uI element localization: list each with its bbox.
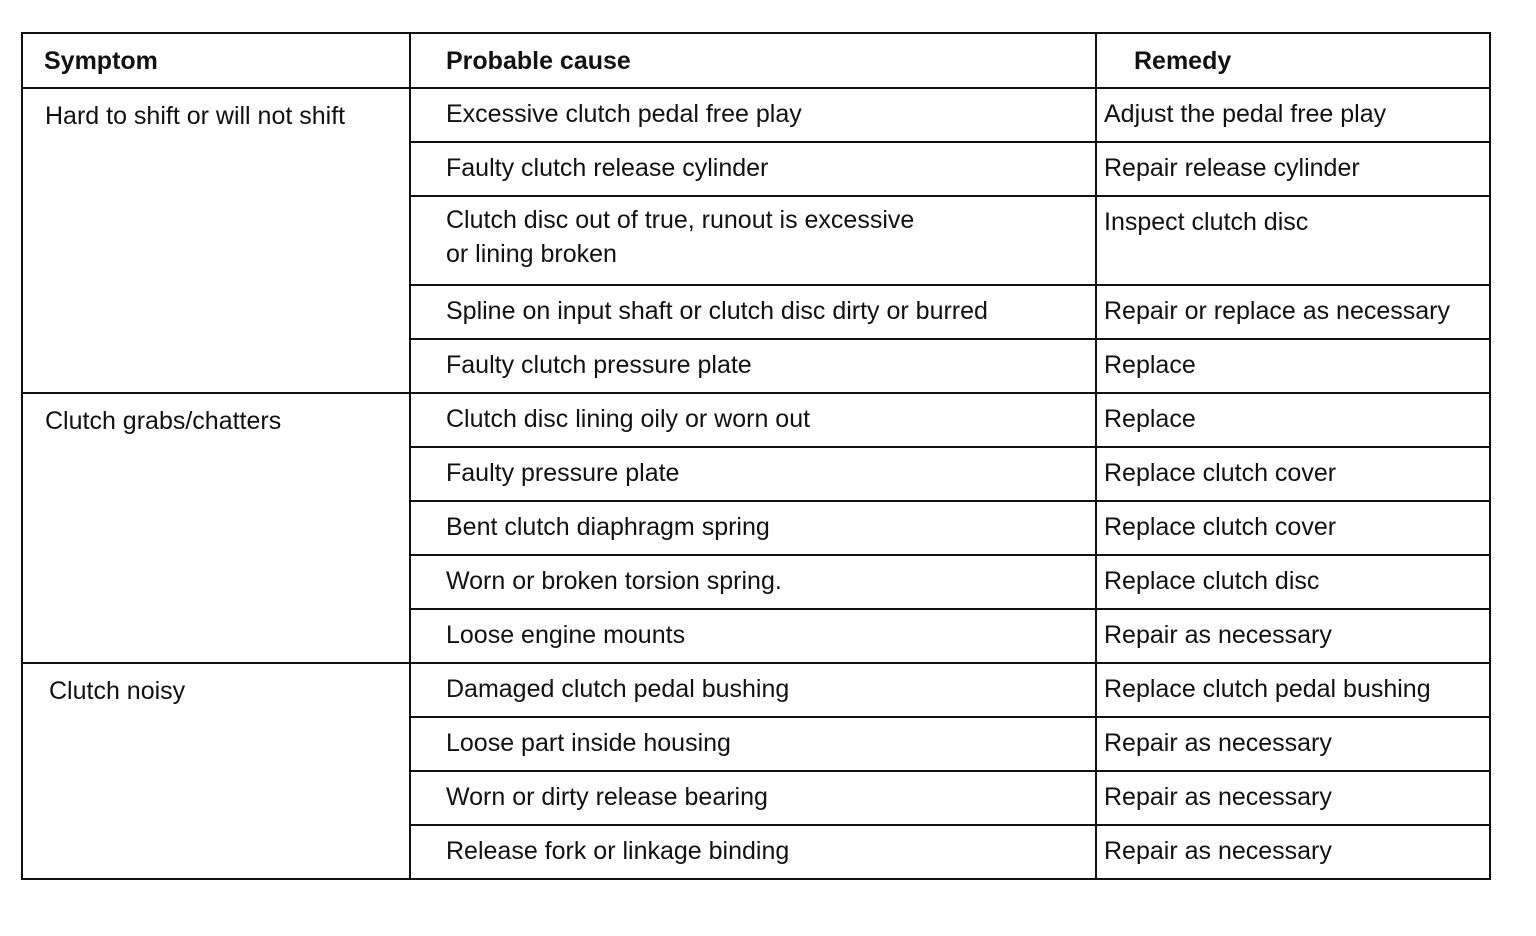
remedy-cell: Replace clutch disc bbox=[1096, 555, 1490, 609]
remedy-cell: Repair as necessary bbox=[1096, 717, 1490, 771]
remedy-cell: Replace bbox=[1096, 393, 1490, 447]
cause-cell: Clutch disc lining oily or worn out bbox=[410, 393, 1096, 447]
cause-cell: Excessive clutch pedal free play bbox=[410, 88, 1096, 142]
remedy-cell: Replace bbox=[1096, 339, 1490, 393]
cause-cell: Loose engine mounts bbox=[410, 609, 1096, 663]
symptom-cell: Hard to shift or will not shift bbox=[22, 88, 410, 393]
cause-line: Clutch disc out of true, runout is excessive bbox=[446, 206, 915, 234]
cause-cell bbox=[410, 196, 1096, 285]
symptom-cell: Clutch noisy bbox=[22, 663, 410, 879]
table-row bbox=[22, 88, 1490, 142]
cause-cell: Faulty pressure plate bbox=[410, 447, 1096, 501]
header-probable-cause: Probable cause bbox=[410, 33, 1096, 88]
cause-cell: Damaged clutch pedal bushing bbox=[410, 663, 1096, 717]
cause-cell: Faulty clutch release cylinder bbox=[410, 142, 1096, 196]
remedy-cell: Repair as necessary bbox=[1096, 609, 1490, 663]
cause-cell: Loose part inside housing bbox=[410, 717, 1096, 771]
remedy-cell: Repair as necessary bbox=[1096, 771, 1490, 825]
header-remedy: Remedy bbox=[1096, 33, 1490, 88]
remedy-cell: Replace clutch pedal bushing bbox=[1096, 663, 1490, 717]
symptom-cell: Clutch grabs/chatters bbox=[22, 393, 410, 663]
remedy-cell: Repair or replace as necessary bbox=[1096, 285, 1490, 339]
cause-cell: Worn or broken torsion spring. bbox=[410, 555, 1096, 609]
cause-line: or lining broken bbox=[446, 240, 617, 268]
remedy-cell: Adjust the pedal free play bbox=[1096, 88, 1490, 142]
remedy-cell: Repair release cylinder bbox=[1096, 142, 1490, 196]
table-row bbox=[22, 663, 1490, 717]
cause-cell: Bent clutch diaphragm spring bbox=[410, 501, 1096, 555]
remedy-cell: Replace clutch cover bbox=[1096, 501, 1490, 555]
header-symptom: Symptom bbox=[22, 33, 410, 88]
header-row bbox=[22, 33, 1490, 88]
cause-cell: Release fork or linkage binding bbox=[410, 825, 1096, 879]
cause-cell: Spline on input shaft or clutch disc dirty or burred bbox=[410, 285, 1096, 339]
cause-cell: Worn or dirty release bearing bbox=[410, 771, 1096, 825]
remedy-cell: Repair as necessary bbox=[1096, 825, 1490, 879]
cause-cell: Faulty clutch pressure plate bbox=[410, 339, 1096, 393]
remedy-cell: Replace clutch cover bbox=[1096, 447, 1490, 501]
remedy-cell: Inspect clutch disc bbox=[1096, 196, 1490, 285]
troubleshooting-table bbox=[21, 32, 1491, 880]
table-row bbox=[22, 393, 1490, 447]
